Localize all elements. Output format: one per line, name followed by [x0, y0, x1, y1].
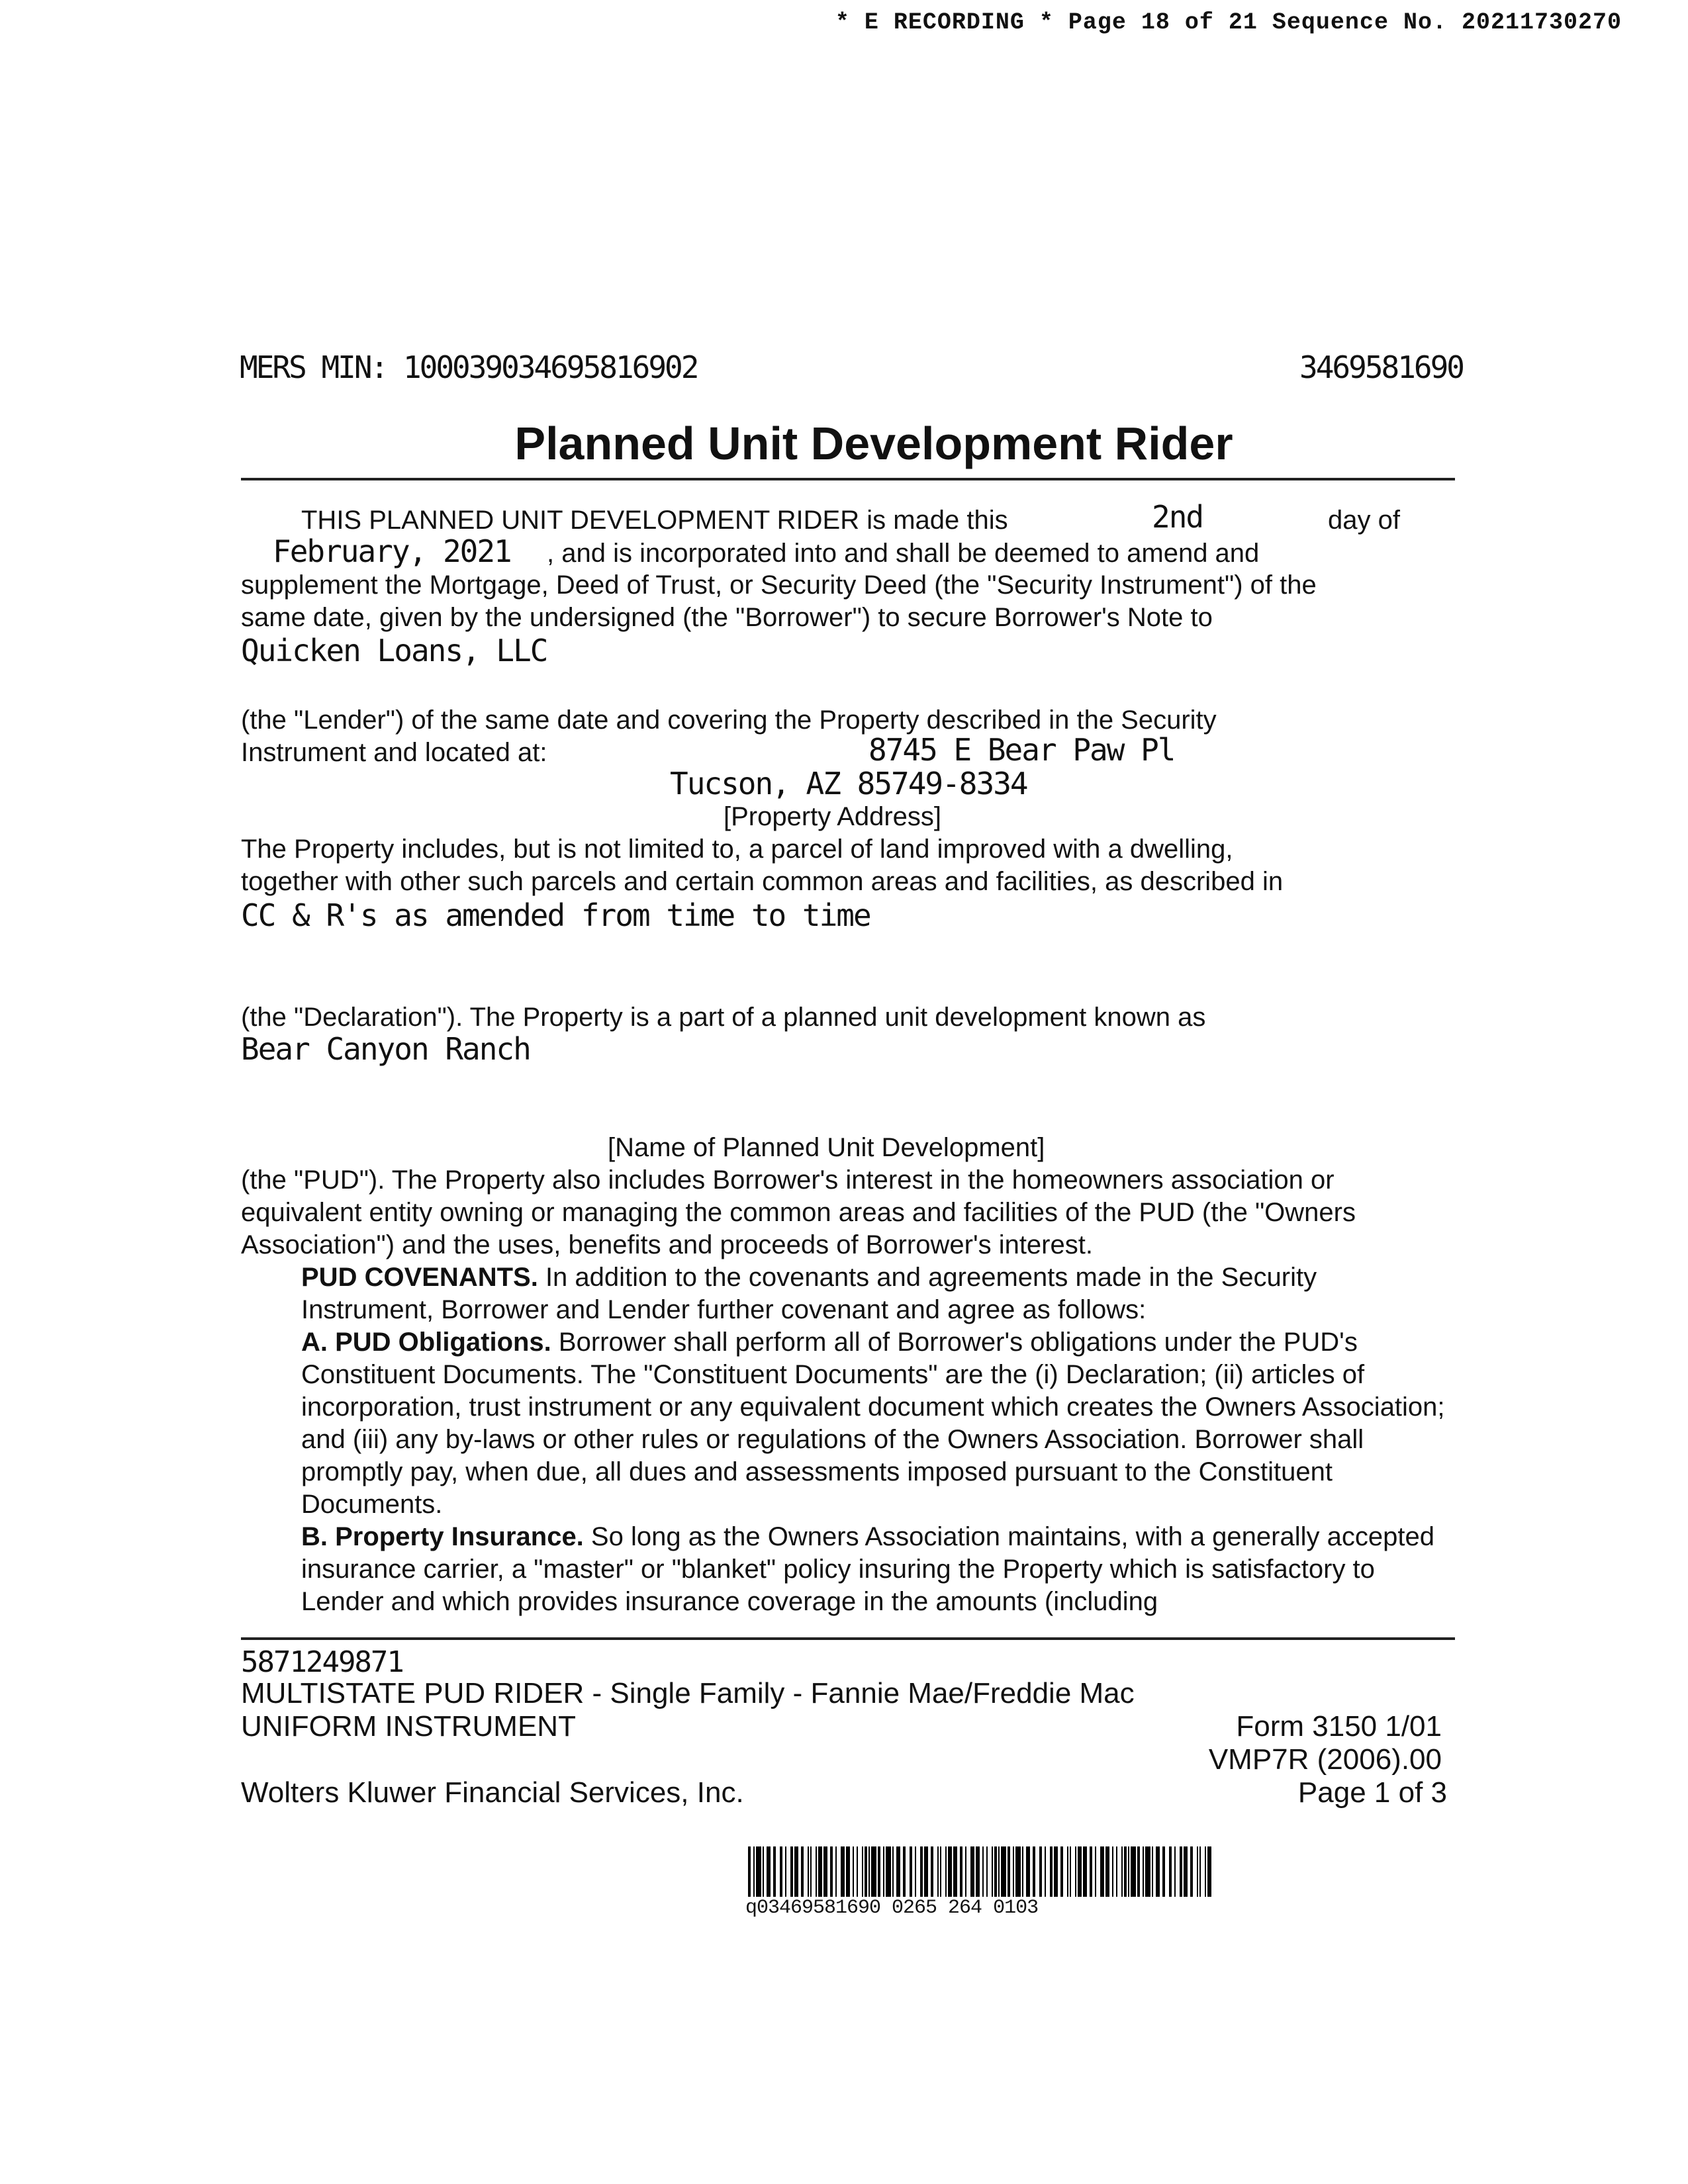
barcode-bar: [857, 1846, 858, 1897]
barcode-bar: [763, 1846, 764, 1897]
barcode-bar: [910, 1846, 912, 1897]
day-of-label: day of: [1328, 506, 1400, 535]
barcode-bar: [1090, 1846, 1092, 1897]
intro-line-4: same date, given by the undersigned (the "Borrower") to secure Borrower's Note to: [241, 603, 1213, 632]
footer-page-number: Page 1 of 3: [1297, 1776, 1447, 1809]
barcode-bar: [1026, 1846, 1030, 1897]
barcode-bar: [1116, 1846, 1117, 1897]
barcode-bar: [998, 1846, 1000, 1897]
barcode-bar: [1128, 1846, 1129, 1897]
barcode-bar: [801, 1846, 804, 1897]
barcode-bar: [892, 1846, 894, 1897]
barcode-bar: [835, 1846, 837, 1897]
barcode-bar: [1137, 1846, 1140, 1897]
barcode-bar: [1152, 1846, 1153, 1897]
barcode-bar: [1083, 1846, 1087, 1897]
pud-definition-paragraph: (the "PUD"). The Property also includes Borrower's interest in the homeowners association or equivalent entity owning or managing the common areas and facilities of the PUD (the "Owners Association") and the uses, benefits and proceeds of Borrower's interest.: [241, 1165, 1356, 1259]
barcode-bar: [878, 1846, 880, 1897]
recording-header: * E RECORDING * Page 18 of 21 Sequence No. 20211730270: [835, 9, 1622, 36]
barcode-bar: [823, 1846, 827, 1897]
mers-min: MERS MIN: 100039034695816902: [240, 349, 698, 385]
barcode-bar: [1095, 1846, 1096, 1897]
intro-line-7: The Property includes, but is not limited to, a parcel of land improved with a dwelling,: [241, 835, 1233, 864]
barcode-bar: [1162, 1846, 1165, 1897]
barcode-bar: [1145, 1846, 1150, 1897]
barcode-bar: [1184, 1846, 1188, 1897]
barcode-bar: [753, 1846, 755, 1897]
barcode-bar: [986, 1846, 988, 1897]
barcode-bar: [830, 1846, 833, 1897]
barcode-bar: [1100, 1846, 1104, 1897]
day-value: 2nd: [1152, 499, 1203, 535]
barcode-bar: [931, 1846, 933, 1897]
barcode-bar: [903, 1846, 906, 1897]
barcode-bar: [1143, 1846, 1144, 1897]
barcode-bar: [896, 1846, 900, 1897]
footer-uniform-instrument: UNIFORM INSTRUMENT: [241, 1710, 576, 1743]
barcode-bar: [965, 1846, 966, 1897]
property-address-line-1: 8745 E Bear Paw Pl: [868, 732, 1175, 768]
intro-line-9: (the "Declaration"). The Property is a part of a planned unit development known as: [241, 1003, 1206, 1032]
barcode-bar: [940, 1846, 941, 1897]
barcode-bar: [853, 1846, 854, 1897]
barcode-bar: [1054, 1846, 1058, 1897]
barcode-bar: [810, 1846, 812, 1897]
barcode-bar: [915, 1846, 916, 1897]
pud-obligations-paragraph: A. PUD Obligations. Borrower shall perform all of Borrower's obligations under the PUD's Constituent Documents. The "Constituent Documents" are the (i) Declaration; (ii) articles of incorporation, trust instrument or any equivalent document which creates the Owners Association; and (iii) any by-laws or other rules or regulations of the Owners Association. Borrower shall promptly pay, when due, all dues and assessments imposed pursuant to the Constituent Documents.: [301, 1328, 1445, 1519]
barcode-bar: [785, 1846, 786, 1897]
barcode-bar: [1013, 1846, 1014, 1897]
barcode-bar: [1169, 1846, 1172, 1897]
barcode-bar: [1001, 1846, 1006, 1897]
barcode-caption: q03469581690 0265 264 0103: [745, 1897, 1039, 1919]
property-insurance-paragraph: B. Property Insurance. So long as the Owners Association maintains, with a generally accepted insurance carrier, a "master" or "blanket" policy insuring the Property which is satisfactory to Lender and which provides insurance coverage in the amounts (including: [301, 1522, 1434, 1616]
pud-name: Bear Canyon Ranch: [241, 1031, 530, 1067]
barcode-bar: [841, 1846, 845, 1897]
intro-line-8: together with other such parcels and certain common areas and facilities, as described in: [241, 867, 1284, 896]
barcode-bar: [1070, 1846, 1071, 1897]
barcode-bar: [886, 1846, 891, 1897]
property-address-line-2: Tucson, AZ 85749-8334: [670, 766, 1027, 801]
intro-line-1: THIS PLANNED UNIT DEVELOPMENT RIDER is made this: [301, 506, 1008, 535]
barcode-bar: [976, 1846, 980, 1897]
barcode-bar: [1039, 1846, 1042, 1897]
barcode-bar: [794, 1846, 798, 1897]
barcode-bar: [1190, 1846, 1193, 1897]
loan-number: 3469581690: [1299, 349, 1463, 385]
barcode-bar: [1124, 1846, 1127, 1897]
barcode-bar: [816, 1846, 817, 1897]
barcode-bar: [862, 1846, 863, 1897]
footer-doc-number: 5871249871: [241, 1645, 403, 1679]
page-title: Planned Unit Development Rider: [514, 418, 1233, 469]
barcode-bar: [1067, 1846, 1068, 1897]
barcode-bar: [773, 1846, 776, 1897]
pud-name-caption: [Name of Planned Unit Development]: [608, 1133, 1045, 1162]
barcode-bar: [1060, 1846, 1063, 1897]
intro-line-2: , and is incorporated into and shall be deemed to amend and: [547, 539, 1260, 568]
barcode-bar: [1105, 1846, 1109, 1897]
property-address-caption: [Property Address]: [724, 802, 942, 831]
barcode-bar: [1112, 1846, 1113, 1897]
barcode-bar: [780, 1846, 782, 1897]
barcode-bar: [1015, 1846, 1021, 1897]
barcode-bar: [992, 1846, 993, 1897]
barcode-bar: [994, 1846, 997, 1897]
footer-form-number: Form 3150 1/01: [1236, 1710, 1442, 1743]
barcode-bar: [871, 1846, 876, 1897]
intro-line-6: Instrument and located at:: [241, 738, 547, 767]
intro-line-5: (the "Lender") of the same date and covering the Property described in the Security: [241, 705, 1217, 735]
pud-covenants-paragraph: PUD COVENANTS. In addition to the covenants and agreements made in the Security Instrument, Borrower and Lender further covenant and agree as follows:: [301, 1263, 1317, 1324]
barcode-bar: [1121, 1846, 1123, 1897]
barcode-bar: [920, 1846, 923, 1897]
footer-rule: [241, 1637, 1455, 1640]
barcode-bar: [953, 1846, 957, 1897]
barcode-bar: [1207, 1846, 1211, 1897]
intro-line-3: supplement the Mortgage, Deed of Trust, or Security Deed (the "Security Instrument") of the: [241, 570, 1317, 600]
barcode-bar: [1205, 1846, 1206, 1897]
barcode-bar: [1078, 1846, 1082, 1897]
barcode-bar: [748, 1846, 751, 1897]
barcode-bar: [1033, 1846, 1035, 1897]
barcode-bar: [945, 1846, 947, 1897]
footer-form-title: MULTISTATE PUD RIDER - Single Family - Fannie Mae/Freddie Mac: [241, 1677, 1135, 1709]
barcode-bar: [818, 1846, 822, 1897]
barcode-bar: [948, 1846, 952, 1897]
footer-publisher: Wolters Kluwer Financial Services, Inc.: [241, 1776, 744, 1809]
footer-vmp-code: VMP7R (2006).00: [1208, 1743, 1442, 1776]
barcode-bar: [1075, 1846, 1076, 1897]
barcode-bar: [1174, 1846, 1176, 1897]
lender-name: Quicken Loans, LLC: [241, 633, 547, 668]
barcode-bar: [1050, 1846, 1053, 1897]
declaration-value: CC & R's as amended from time to time: [241, 897, 870, 933]
barcode-bar: [865, 1846, 867, 1897]
barcode-bar: [846, 1846, 850, 1897]
barcode-bar: [1180, 1846, 1182, 1897]
title-rule: [241, 478, 1455, 480]
barcode-bar: [1008, 1846, 1010, 1897]
barcode-bar: [924, 1846, 928, 1897]
barcode-image: [748, 1846, 1223, 1897]
barcode-bar: [1156, 1846, 1160, 1897]
barcode-bar: [790, 1846, 793, 1897]
barcode-bar: [1131, 1846, 1136, 1897]
barcode-bar: [937, 1846, 939, 1897]
barcode-bar: [960, 1846, 962, 1897]
barcode-bar: [1045, 1846, 1046, 1897]
barcode-bar: [1022, 1846, 1023, 1897]
month-year-value: February, 2021: [273, 533, 511, 569]
barcode-bar: [982, 1846, 984, 1897]
barcode-bar: [883, 1846, 884, 1897]
barcode-bar: [1197, 1846, 1198, 1897]
barcode-bar: [970, 1846, 974, 1897]
barcode-bar: [808, 1846, 809, 1897]
barcode-bar: [868, 1846, 870, 1897]
barcode-bar: [767, 1846, 771, 1897]
barcode-bar: [756, 1846, 761, 1897]
barcode-bar: [1199, 1846, 1201, 1897]
